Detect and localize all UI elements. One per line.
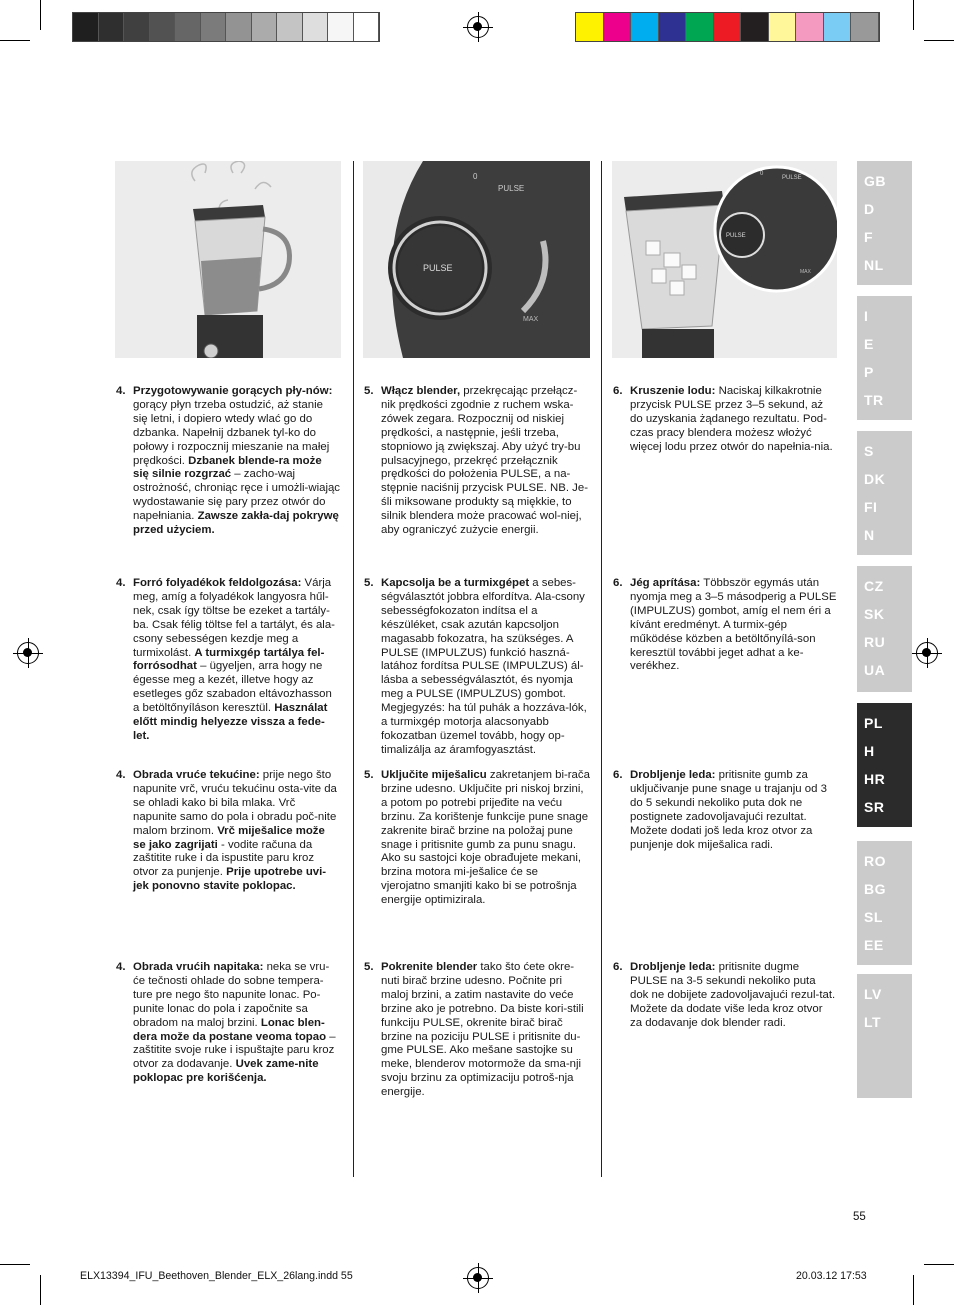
step-text: Forró folyadékok feldolgozása: Várja meg, amíg a folyadékok langyosra hűl-nek, csak így töltse be ezeket a tartály-ba. Csak félig töltse fel a tartályt, és ala-csony sebességen kezdje meg a turmixolást. A turmixgép tartálya fel-forrósodhat – ügyeljen, arra hogy ne égesse meg a kezét, illetve hogy az esetleges gőz szabadon eltávozhasson a betöltőnyíláson keresztül. Használat előtt mindig helyezze vissza a fede-let. bbox=[133, 577, 335, 742]
language-code-n[interactable]: N bbox=[864, 527, 875, 543]
blender-hot-liquid-photo bbox=[115, 161, 341, 358]
column-divider bbox=[601, 161, 602, 1177]
language-code-bg[interactable]: BG bbox=[864, 881, 886, 897]
language-code-lt[interactable]: LT bbox=[864, 1014, 882, 1030]
step-text: Włącz blender, przekręcając przełącz-nik prędkości zgodnie z ruchem wska-zówek zegara. Rozpocznij od niskiej prędkości, a następnie, jeśli trzeba, stopniowo ją zwiększaj. Aby użyć try-bu pulsacyjnego, przekręć przełącznik prędkości do położenia PULSE, a na-stępnie naciśnij przycisk PULSE. NB. Je-śli miksowane produkty są miękkie, to silnik blendera może pracować wol-niej, aby ograniczyć zużycie energii. bbox=[381, 385, 589, 537]
language-code-fi[interactable]: FI bbox=[864, 499, 878, 515]
language-group[interactable] bbox=[857, 431, 912, 555]
blender-ice-crush-photo bbox=[612, 161, 837, 358]
step-number: 5. bbox=[364, 577, 374, 589]
crop-mark bbox=[913, 1275, 914, 1305]
language-code-lv[interactable]: LV bbox=[864, 986, 882, 1002]
registration-mark-icon bbox=[467, 16, 489, 38]
language-code-s[interactable]: S bbox=[864, 443, 874, 459]
language-group[interactable] bbox=[857, 841, 912, 965]
color-swatch bbox=[824, 13, 852, 41]
color-swatch bbox=[201, 13, 227, 41]
step-text: Drobljenje leda: pritisnite dugme PULSE na 3-5 sekundi nekoliko puta dok ne dobijete zadovoljavajući rezul-tat. Možete da dodate više leda kroz otvor za dodavanje dok blender radi. bbox=[630, 961, 836, 1029]
color-swatch bbox=[277, 13, 303, 41]
registration-mark-icon bbox=[916, 642, 938, 664]
language-code-tr[interactable]: TR bbox=[864, 392, 884, 408]
language-code-dk[interactable]: DK bbox=[864, 471, 886, 487]
step-number: 5. bbox=[364, 385, 374, 397]
step-number: 6. bbox=[613, 385, 623, 397]
step-text: Kapcsolja be a turmixgépet a sebes-ségválasztót jobbra elfordítva. Ala-csony sebességfokozaton indítsa el a készüléket, csak azután kapcsoljon magasabb fokozatra, ha szükséges. A PULSE (IMPULZUS) funkció haszná-latához fordítsa PULSE (IMPULZUS) ál-lásba a sebességválasztót, és nyomja meg a PULSE (IMPULZUS) gombot. Megjegyzés: ha túl puhák a hozzáva-lók, a turmixgép motorja alacsonyabb fokozatban üzemel tovább, hogy op-timalizálja az áramfogyasztást. bbox=[381, 577, 587, 756]
step-number: 6. bbox=[613, 769, 623, 781]
language-code-f[interactable]: F bbox=[864, 229, 874, 245]
color-swatch bbox=[714, 13, 742, 41]
column-divider bbox=[353, 161, 354, 1177]
step-number: 4. bbox=[116, 577, 126, 589]
step-text: Pokrenite blender tako što ćete okre-nuti birač brzine udesno. Počnite pri maloj brzini, a zatim nastavite do veće brzine ako je potrebno. Da biste kori-stili funkciju PULSE, okrenite birač birač brzine na poziciju PULSE i pritisnite du-gme PULSE. Ako mešane sastojke su meke, blenderov motormože da sma-nji svoju brzinu za optimizaciju potroš-nja energije. bbox=[381, 961, 584, 1099]
registration-mark-icon bbox=[17, 642, 39, 664]
language-group-active[interactable] bbox=[857, 703, 912, 827]
color-swatch bbox=[150, 13, 176, 41]
language-code-i[interactable]: I bbox=[864, 308, 869, 324]
page-number: 55 bbox=[853, 1211, 866, 1223]
knob-pulse-label: PULSE bbox=[423, 263, 453, 273]
language-code-sk[interactable]: SK bbox=[864, 606, 885, 622]
step-number: 4. bbox=[116, 385, 126, 397]
language-code-h[interactable]: H bbox=[864, 743, 875, 759]
step-text: Kruszenie lodu: Naciskaj kilkakrotnie przycisk PULSE przez 3–5 sekund, aż do uzyskania żądanego rezultatu. Pod-czas pracy blendera możesz włożyć więcej lodu przez otwór do napełnia-nia. bbox=[630, 385, 833, 453]
grayscale-color-bar bbox=[72, 12, 380, 42]
color-swatch bbox=[124, 13, 150, 41]
color-swatch bbox=[303, 13, 329, 41]
color-swatch bbox=[354, 13, 380, 41]
color-swatch bbox=[604, 13, 632, 41]
language-group[interactable] bbox=[857, 566, 912, 692]
crop-mark bbox=[0, 40, 30, 41]
color-swatch bbox=[73, 13, 99, 41]
language-code-cz[interactable]: CZ bbox=[864, 578, 884, 594]
language-code-ee[interactable]: EE bbox=[864, 937, 884, 953]
step-number: 4. bbox=[116, 769, 126, 781]
language-code-e[interactable]: E bbox=[864, 336, 874, 352]
step-number: 5. bbox=[364, 769, 374, 781]
language-code-ua[interactable]: UA bbox=[864, 662, 886, 678]
color-swatch bbox=[175, 13, 201, 41]
dial-max-label: MAX bbox=[800, 269, 811, 275]
language-code-sr[interactable]: SR bbox=[864, 799, 885, 815]
color-swatch bbox=[328, 13, 354, 41]
color-swatch bbox=[796, 13, 824, 41]
language-code-ro[interactable]: RO bbox=[864, 853, 886, 869]
dial-pulse-label: PULSE bbox=[498, 184, 525, 193]
step-text: Przygotowywanie gorących pły-nów: gorący płyn trzeba ostudzić, aż stanie się letni, i dopiero wtedy wlać go do dzbanka. Napełnij dzbanek tyl-ko do połowy i rozpocznij mieszanie na małej prędkości. Dzbanek blende-ra może się silnie rozgrzać – zacho-waj ostrożność, chroniąc ręce i umożli-wiając wydostawanie się pary przez otwór do napełniania. Zawsze zakła-daj pokrywę przed użyciem. bbox=[133, 385, 341, 537]
language-group[interactable] bbox=[857, 974, 912, 1098]
crop-mark bbox=[924, 40, 954, 41]
step-number: 5. bbox=[364, 961, 374, 973]
dial-pulse-label: PULSE bbox=[782, 175, 802, 181]
knob-pulse-label: PULSE bbox=[726, 233, 746, 239]
language-code-pl[interactable]: PL bbox=[864, 715, 883, 731]
crop-mark bbox=[924, 1264, 954, 1265]
color-swatch bbox=[576, 13, 604, 41]
color-swatch bbox=[769, 13, 797, 41]
color-swatch bbox=[686, 13, 714, 41]
color-swatch bbox=[741, 13, 769, 41]
color-swatch bbox=[851, 13, 879, 41]
step-text: Uključite miješalicu zakretanjem bi-rača brzine udesno. Uključite pri niskoj brzini, a potom po potrebi prijeđite na veću brzinu. Za korištenje funkcije pune snage zakrenite birač brzine na položaj pune snage i pritisnite gumb za punu snagu. Ako su sastojci koje obrađujete mekani, brzina motora mi-ješalice će se vjerojatno smanjiti kako bi se potrošnja energije optimizirala. bbox=[381, 769, 590, 907]
step-number: 6. bbox=[613, 577, 623, 589]
color-swatch bbox=[226, 13, 252, 41]
language-code-hr[interactable]: HR bbox=[864, 771, 886, 787]
color-swatch bbox=[99, 13, 125, 41]
step-text: Obrada vrućih napitaka: neka se vru-će tečnosti ohlade do sobne tempera-ture pre nego što napunite lonac. Po-punite lonac do pola i započnite sa obradom na maloj brzini. Lonac blen-dera može da postane veoma topao – zaštitite svoje ruke i ispuštajte paru kroz otvor za dodavanje. Uvek zame-nite poklopac pre korišćenja. bbox=[133, 961, 336, 1085]
crop-mark bbox=[40, 0, 41, 30]
language-code-ru[interactable]: RU bbox=[864, 634, 886, 650]
language-code-sl[interactable]: SL bbox=[864, 909, 883, 925]
language-group[interactable] bbox=[857, 296, 912, 420]
registration-mark-icon bbox=[467, 1267, 489, 1289]
step-number: 4. bbox=[116, 961, 126, 973]
crop-mark bbox=[40, 1275, 41, 1305]
dial-zero-label: 0 bbox=[473, 172, 478, 181]
color-swatch bbox=[631, 13, 659, 41]
step-text: Obrada vruće tekućine: prije nego što napunite vrč, vruću tekućinu osta-vite da se ohladi kako bi bila mlaka. Vrč napunite samo do pola i obradu poč-nite malom brzinom. Vrč miješalice može se jako zagrijati - vodite računa da zaštitite ruke i da ispustite paru kroz otvor za punjenje. Prije upotrebe uvi-jek ponovno stavite poklopac. bbox=[133, 769, 337, 893]
language-group[interactable] bbox=[857, 161, 912, 285]
footer-file-name: ELX13394_IFU_Beethoven_Blender_ELX_26lang.indd 55 bbox=[80, 1270, 353, 1282]
language-code-nl[interactable]: NL bbox=[864, 257, 884, 273]
step-text: Drobljenje leda: pritisnite gumb za uključivanje pune snage u trajanju od 3 do 5 sekundi nekoliko puta dok ne postignete zadovoljavajući rezultat. Možete dodati još leda kroz otvor za punjenje dok miješalica radi. bbox=[630, 769, 827, 851]
step-number: 6. bbox=[613, 961, 623, 973]
language-code-p[interactable]: P bbox=[864, 364, 874, 380]
color-swatch bbox=[659, 13, 687, 41]
crop-mark bbox=[913, 0, 914, 30]
dial-zero-label: 0 bbox=[760, 171, 764, 177]
step-text: Jég aprítása: Többször egymás után nyomja meg a 3–5 másodperig a PULSE (IMPULZUS) gombot, amíg el nem éri a kívánt eredményt. A turmix-gép működése közben a betöltőnyílá-son keresztül további jeget adhat a ke-verékhez. bbox=[630, 577, 837, 673]
cmyk-color-bar bbox=[575, 12, 880, 42]
language-code-gb[interactable]: GB bbox=[864, 173, 886, 189]
footer-date: 20.03.12 17:53 bbox=[796, 1270, 867, 1282]
crop-mark bbox=[0, 1264, 30, 1265]
dial-max-label: MAX bbox=[523, 316, 539, 323]
color-swatch bbox=[252, 13, 278, 41]
language-code-d[interactable]: D bbox=[864, 201, 875, 217]
pulse-dial-photo bbox=[363, 161, 590, 358]
